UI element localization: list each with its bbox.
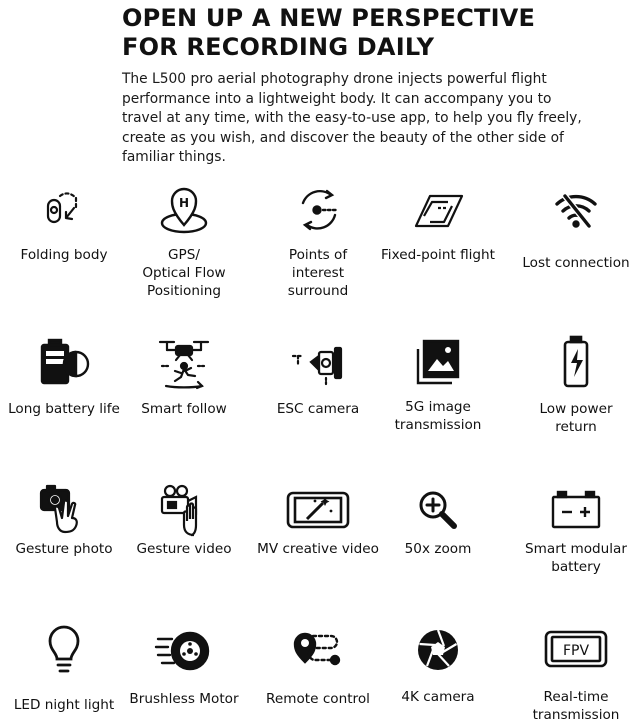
title-line-2: FOR RECORDING DAILY (122, 33, 435, 61)
fpv-badge: FPV (562, 643, 590, 659)
description: The L500 pro aerial photography drone injects powerful flight performance into a lightweight body. It can accompany you to travel at any time, with the easy-to-use app, to help you fly freely, create as you wish, and discover the beauty of the other side of familiar things. (122, 71, 582, 165)
zoom-icon (374, 482, 502, 538)
modular-battery-icon (512, 482, 640, 538)
title-line-1: OPEN UP A NEW PERSPECTIVE (122, 4, 536, 32)
battery-icon (0, 334, 128, 390)
feature-label: Smart follow (141, 401, 227, 417)
bulb-icon (0, 622, 128, 678)
feature-label: Remote control (266, 691, 370, 707)
feature-label: 5G image transmission (394, 399, 482, 433)
esc-camera-icon (254, 334, 382, 390)
route-icon (254, 622, 382, 678)
feature-label: Smart modular battery (525, 541, 627, 575)
feature-label: Lost connection (522, 255, 630, 271)
drone-follow-icon (120, 334, 248, 390)
feature-label: Brushless Motor (129, 691, 239, 707)
svg-text:H: H (178, 196, 190, 210)
feature-label: Gesture video (136, 541, 232, 557)
page-title (122, 4, 622, 62)
feature-label: GPS/ Optical Flow Positioning (142, 247, 226, 299)
feature-label: Low power return (539, 401, 613, 435)
gps-pin-icon (120, 182, 248, 238)
fixed-point-icon (374, 182, 502, 238)
feature-label: Points of interest surround (287, 247, 349, 299)
fpv-icon (512, 622, 640, 678)
feature-label: Long battery life (8, 401, 120, 417)
aperture-icon (374, 622, 502, 678)
feature-label: LED night light (13, 697, 115, 713)
feature-label: MV creative video (257, 541, 379, 557)
magic-phone-icon (254, 482, 382, 538)
feature-label: Fixed-point flight (380, 247, 496, 263)
low-battery-icon (512, 334, 640, 390)
gesture-photo-icon (0, 482, 128, 538)
motor-icon (120, 622, 248, 678)
feature-label: 50x zoom (404, 541, 472, 557)
gallery-icon (374, 334, 502, 390)
feature-label: Gesture photo (15, 541, 113, 557)
feature-label: 4K camera (401, 689, 475, 705)
folding-body-icon (0, 182, 128, 238)
feature-label: Folding body (20, 247, 108, 263)
wifi-off-icon (512, 182, 640, 238)
orbit-icon (254, 182, 382, 238)
gesture-video-icon (120, 482, 248, 538)
feature-label: ESC camera (276, 401, 360, 417)
feature-label: Real-time transmission (532, 689, 620, 723)
